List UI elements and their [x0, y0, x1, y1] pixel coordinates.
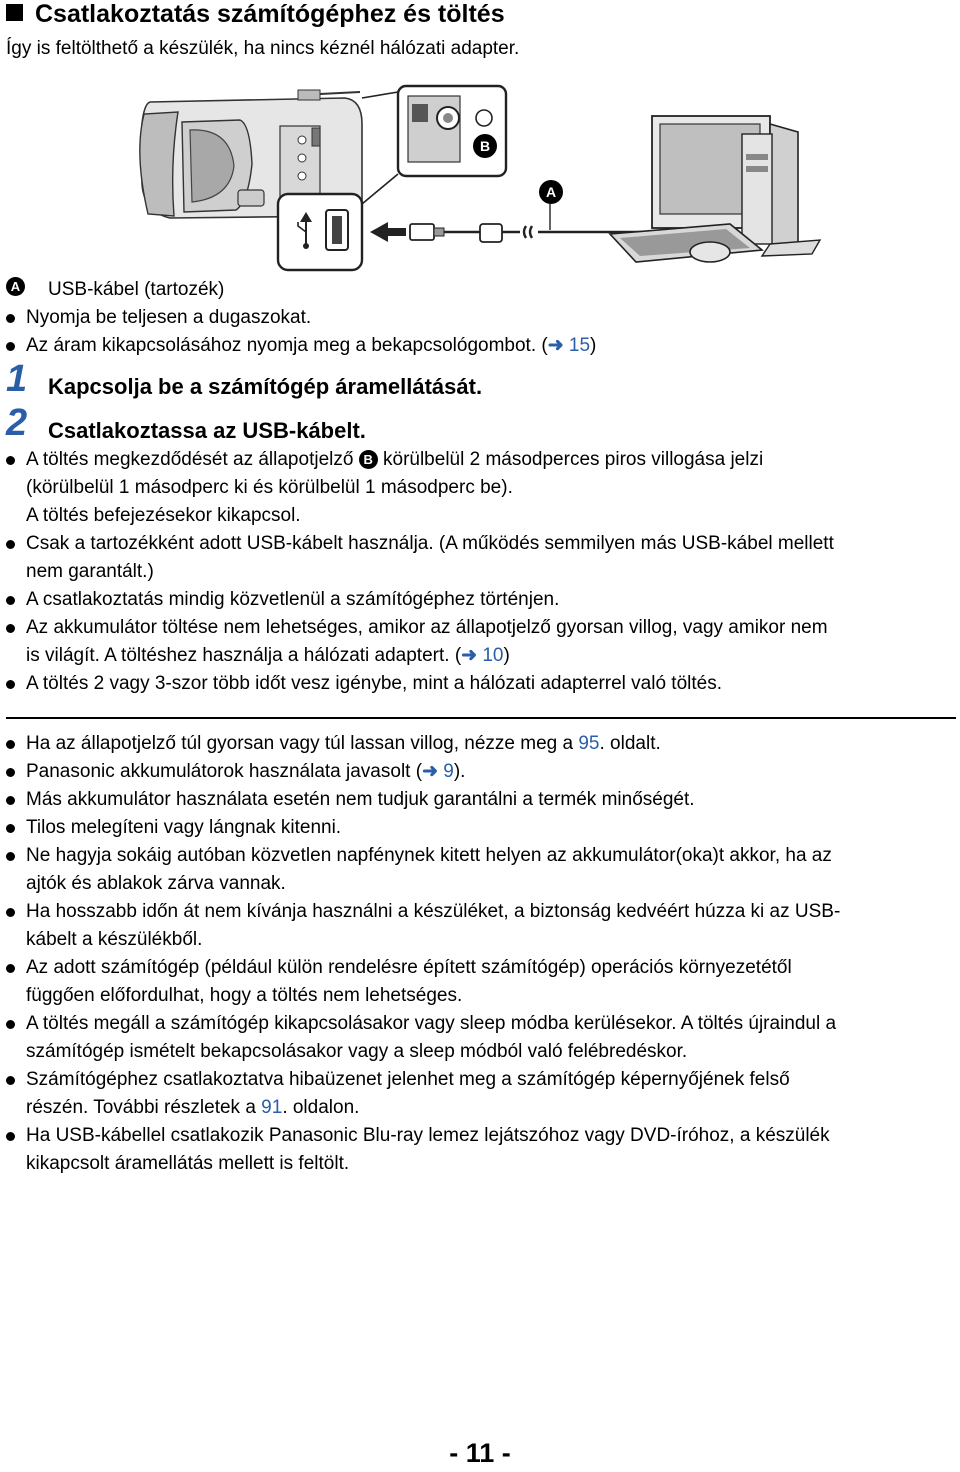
bullet-icon [6, 908, 18, 920]
usb-plug [410, 224, 434, 240]
connection-illustration [130, 84, 830, 280]
step2-note-2-line2: nem garantált.) [26, 561, 154, 582]
bottom-note-1-text: Ha az állapotjelző túl gyorsan vagy túl lassan villog, nézze meg a [26, 733, 574, 754]
marker-a-icon: A [6, 277, 25, 296]
page-ref-10[interactable]: 10 [482, 645, 504, 666]
page-ref-91[interactable]: 91 [261, 1097, 283, 1118]
bullet-icon [6, 796, 18, 808]
bottom-note-9: Számítógéphez csatlakoztatva hibaüzenet jelenhet meg a számítógép képernyőjének felső [26, 1069, 790, 1090]
bullet-icon [6, 342, 18, 354]
bottom-note-8-line2: számítógép ismételt bekapcsolásakor vagy a sleep módból való felébredéskor. [26, 1041, 688, 1062]
step2-note-3: A csatlakoztatás mindig közvetlenül a számítógéphez történjen. [26, 589, 560, 610]
bottom-note-9-line2-text: részén. További részletek a [26, 1097, 256, 1118]
bullet-icon [6, 680, 18, 692]
bottom-note-4: Tilos melegíteni vagy lángnak kitenni. [26, 817, 342, 838]
square-bullet-icon [6, 4, 23, 21]
bottom-note-1 [26, 730, 661, 758]
computer-illustration [610, 116, 820, 262]
section-title-text: Csatlakoztatás számítógéphez és töltés [35, 0, 505, 28]
note-top-2-text: Az áram kikapcsolásához nyomja meg a bekapcsológombot. ( [26, 335, 548, 356]
bullet-icon [6, 964, 18, 976]
bottom-note-9-line2 [26, 1094, 359, 1122]
step-1-number: 1 [6, 358, 28, 400]
note-top-2-close: ) [590, 335, 597, 356]
marker-b-icon: B [359, 450, 378, 469]
bullet-icon [6, 596, 18, 608]
bullet-icon [6, 314, 18, 326]
plug-arrow-icon [370, 222, 406, 242]
bullet-icon [6, 768, 18, 780]
step2-note-4-line2-text: is világít. A töltéshez használja a hálózati adaptert. ( [26, 645, 462, 666]
step2-note-1 [26, 446, 763, 474]
bottom-note-9-post: . oldalon. [282, 1097, 360, 1118]
step2-note-1-line3: A töltés befejezésekor kikapcsol. [26, 505, 301, 526]
step2-note-1-line2: (körülbelül 1 másodperc ki és körülbelül 1 másodperc be). [26, 477, 513, 498]
bullet-icon [6, 1020, 18, 1032]
step2-note-1-pre: A töltés megkezdődését az állapotjelző [26, 449, 354, 470]
bullet-icon [6, 456, 18, 468]
step2-note-1-post: körülbelül 2 másodperces piros villogása jelzi [383, 449, 764, 470]
step-1-text: Kapcsolja be a számítógép áramellátását. [48, 374, 483, 399]
bottom-note-3: Más akkumulátor használata esetén nem tudjuk garantálni a termék minőségét. [26, 789, 695, 810]
step2-note-4: Az akkumulátor töltése nem lehetséges, amikor az állapotjelző gyorsan villog, vagy amikor nem [26, 617, 828, 638]
page-number: - 11 - [449, 1438, 511, 1468]
arrow-right-icon: ➜ [547, 335, 564, 356]
bullet-icon [6, 824, 18, 836]
note-top-2 [26, 332, 596, 360]
usb-port-zoom [278, 194, 362, 270]
bullet-icon [6, 740, 18, 752]
bottom-note-6-line2: kábelt a készülékből. [26, 929, 203, 950]
bottom-note-5-line2: ajtók és ablakok zárva vannak. [26, 873, 286, 894]
section-title [6, 0, 505, 29]
bullet-icon [6, 852, 18, 864]
page-ref-95[interactable]: 95 [578, 733, 600, 754]
bottom-note-6: Ha hosszabb időn át nem kívánja használni a készüléket, a biztonság kedvéért húzza ki az USB- [26, 901, 841, 922]
bottom-note-2 [26, 758, 465, 786]
page-ref-9[interactable]: 9 [443, 761, 454, 782]
status-indicator-zoom [362, 86, 506, 204]
bottom-note-10-line2: kikapcsolt áramellátás mellett is feltölt. [26, 1153, 350, 1174]
page-ref-15[interactable]: 15 [568, 335, 591, 356]
step2-note-5: A töltés 2 vagy 3-szor több időt vesz igénybe, mint a hálózati adapterrel való töltés. [26, 673, 722, 694]
label-b: B [479, 138, 491, 154]
step-2-text: Csatlakoztassa az USB-kábelt. [48, 418, 366, 443]
arrow-right-icon: ➜ [461, 645, 478, 666]
bullet-icon [6, 1132, 18, 1144]
arrow-right-icon: ➜ [422, 761, 438, 782]
bullet-icon [6, 540, 18, 552]
bottom-note-10: Ha USB-kábellel csatlakozik Panasonic Blu-ray lemez lejátszóhoz vagy DVD-íróhoz, a készülék [26, 1125, 830, 1146]
bullet-icon [6, 1076, 18, 1088]
step2-note-4-line2 [26, 642, 510, 670]
bullet-icon [6, 624, 18, 636]
legend-a-marker [6, 277, 25, 305]
bottom-note-1-post: . oldalt. [599, 733, 661, 754]
bottom-note-8: A töltés megáll a számítógép kikapcsolásakor vagy sleep módba kerülésekor. A töltés újraindul a [26, 1013, 837, 1034]
intro-text: Így is feltölthető a készülék, ha nincs kéznél hálózati adapter. [6, 38, 520, 59]
divider [6, 717, 956, 719]
bottom-note-5: Ne hagyja sokáig autóban közvetlen napfénynek kitett helyen az akkumulátor(oka)t akkor, ha az [26, 845, 832, 866]
bottom-note-7-line2: függően előfordulhat, hogy a töltés nem lehetséges. [26, 985, 463, 1006]
step-2-number: 2 [6, 402, 28, 444]
bottom-note-2-post: ). [453, 761, 466, 782]
label-a: A [545, 184, 557, 200]
bottom-note-2-text: Panasonic akkumulátorok használata javasolt ( [26, 761, 423, 782]
step2-note-2: Csak a tartozékként adott USB-kábelt használja. (A működés semmilyen más USB-kábel mellett [26, 533, 834, 554]
bottom-note-7: Az adott számítógép (például külön rendelésre épített számítógép) operációs környezetétől [26, 957, 792, 978]
legend-a-text: USB-kábel (tartozék) [48, 279, 225, 300]
note-top-1: Nyomja be teljesen a dugaszokat. [26, 307, 312, 328]
step2-note-4-close: ) [503, 645, 510, 666]
